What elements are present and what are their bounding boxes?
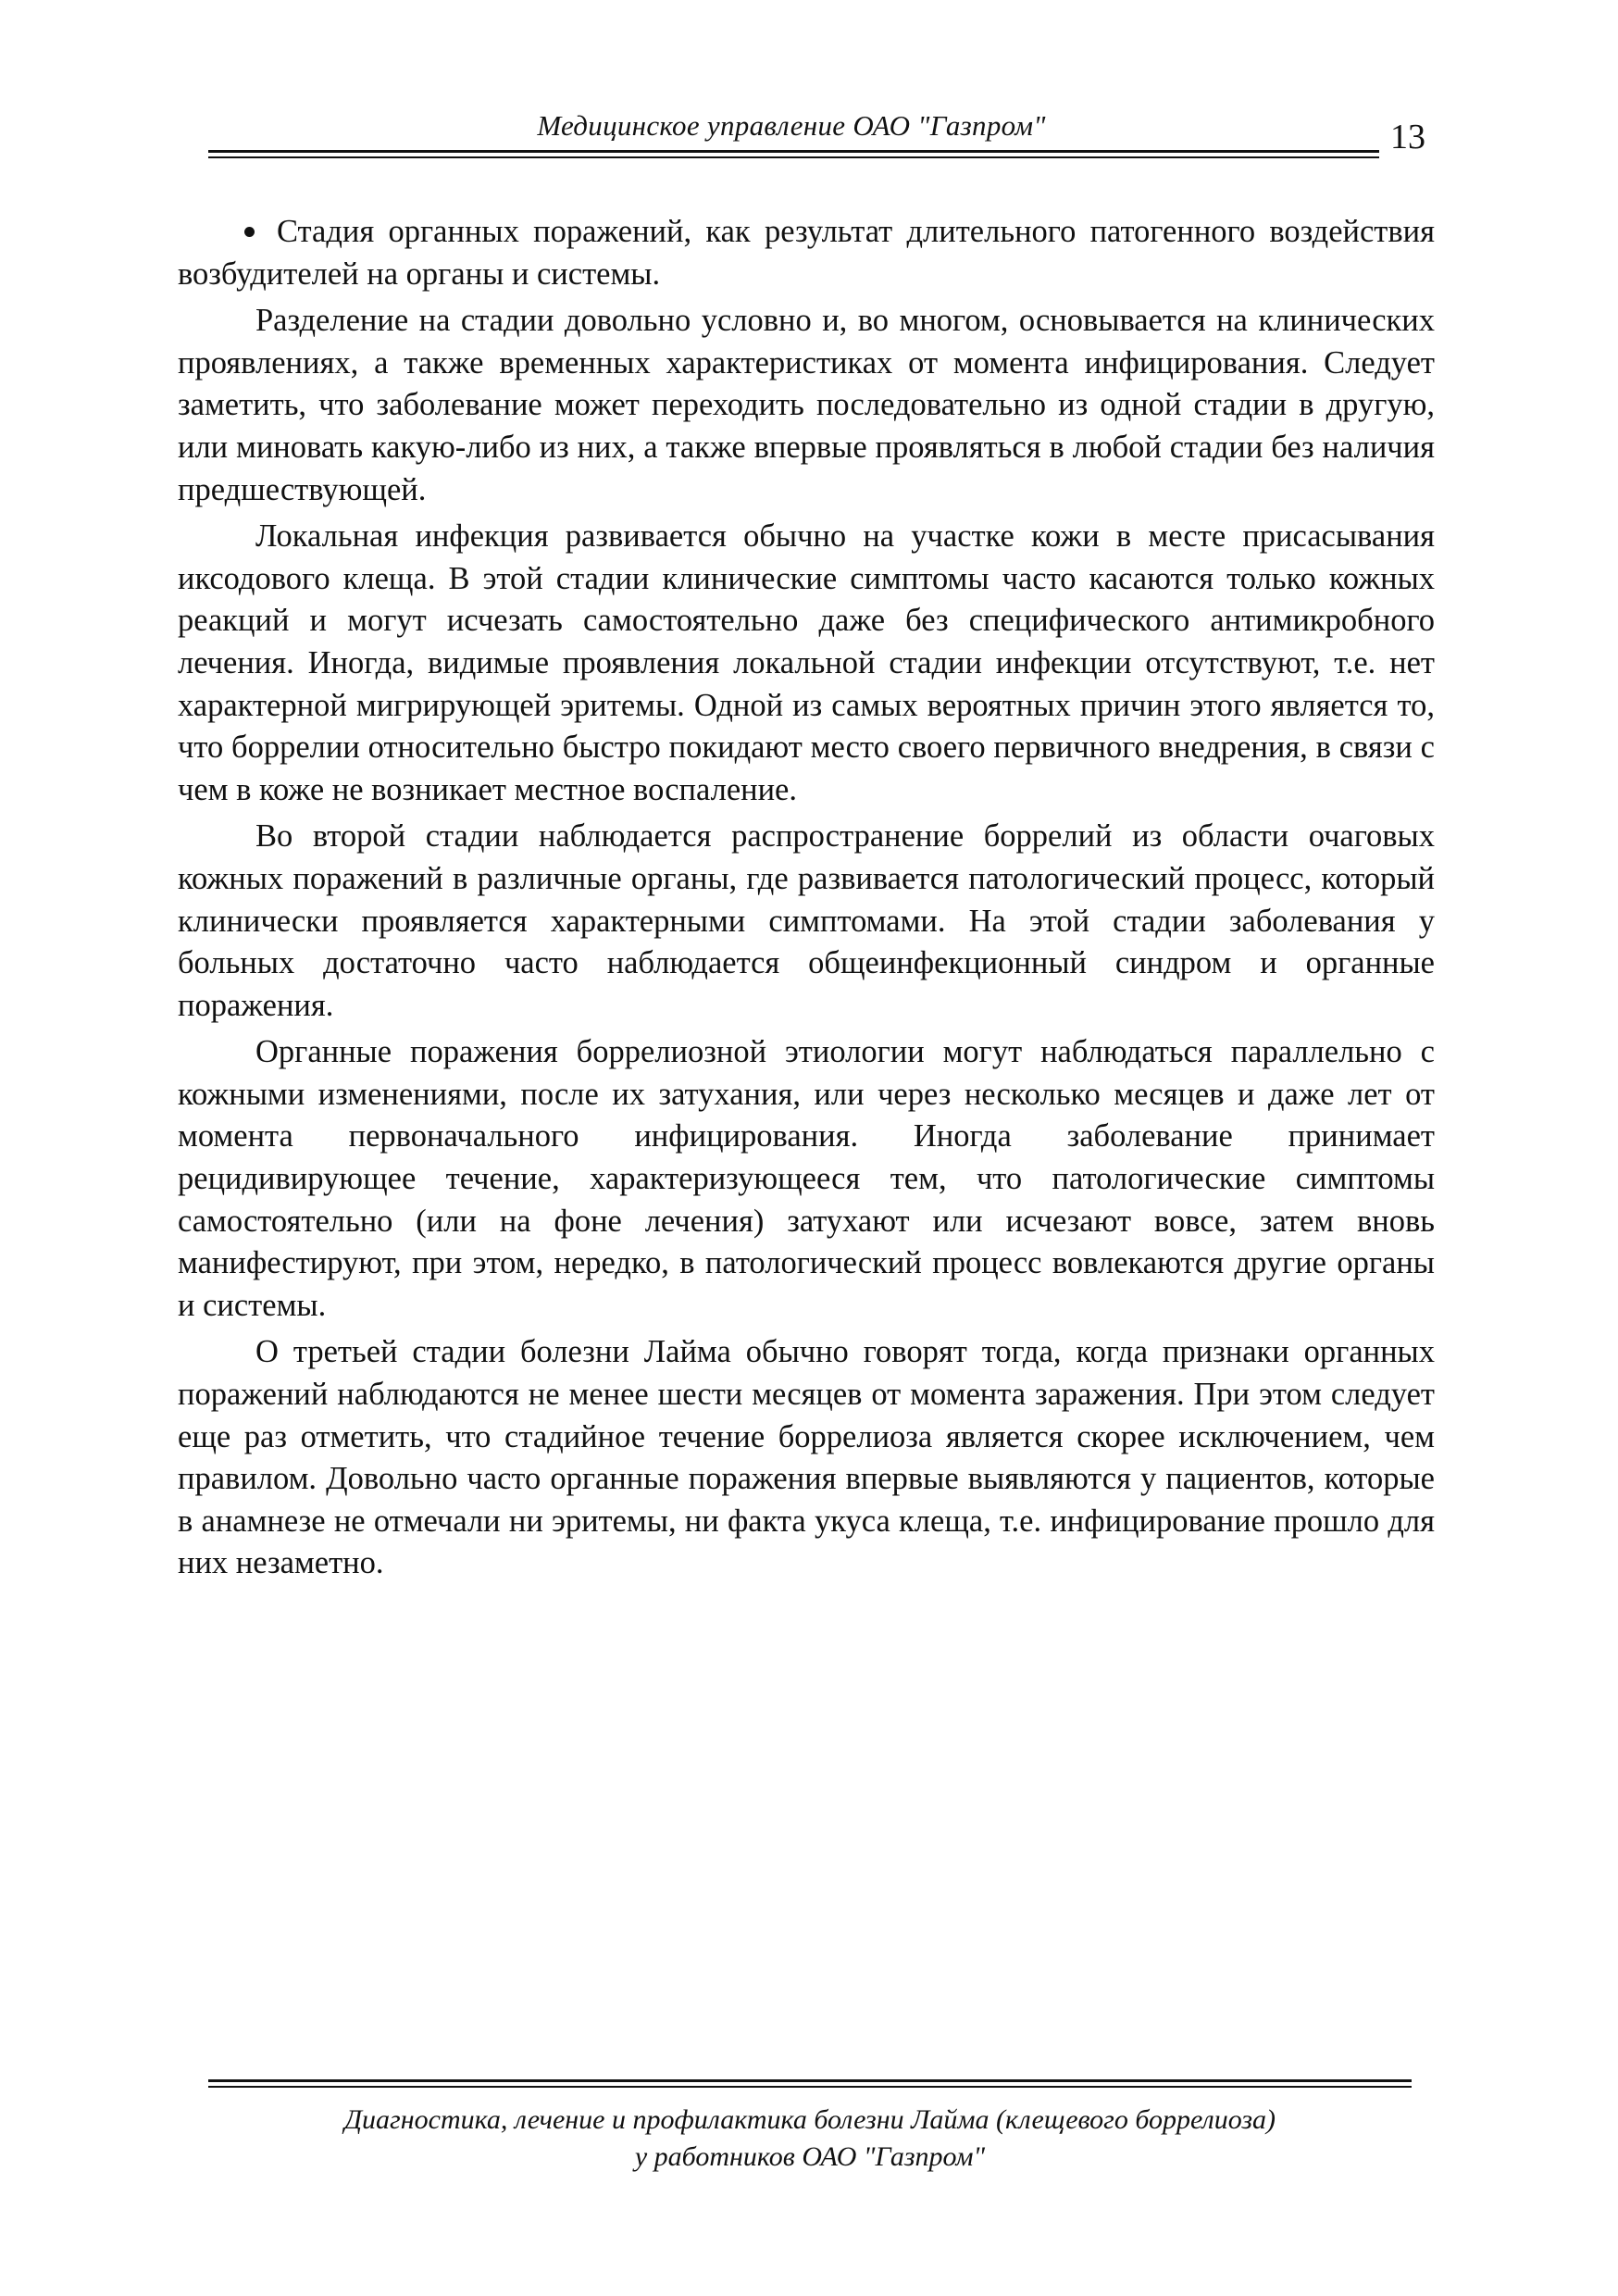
header-title: Медицинское управление ОАО "Газпром" (537, 109, 1046, 142)
footer-line-2: у работников ОАО "Газпром" (634, 2141, 986, 2172)
header-rule-thin (208, 156, 1379, 158)
running-footer (208, 2102, 1412, 2176)
paragraph: Разделение на стадии довольно условно и, во многом, основывается на клинических проявлениях, а также временных характеристиках от момента инфицирования. Следует заметить, что заболевание может переходить последовательно из одной стадии в другую, или миновать какую-либо из них, а также впервые проявляться в любой стадии без наличия предшествующей. (178, 303, 1435, 507)
bullet-icon (244, 227, 255, 237)
paragraph: О третьей стадии болезни Лайма обычно говорят тогда, когда признаки органных поражений наблюдаются не менее шести месяцев от момента заражения. При этом следует еще раз отметить, что стадийное течение боррелиоза является скорее исключением, чем правилом. Довольно часто органные поражения впервые выявляются у пациентов, которые в анамнезе не отмечали ни эритемы, ни факта укуса клеща, т.е. инфицирование прошло для них незаметно. (178, 1334, 1435, 1581)
footer-rule (208, 2079, 1412, 2082)
header-rule (208, 150, 1379, 153)
paragraph: Органные поражения боррелиозной этиологии могут наблюдаться параллельно с кожными изменениями, после их затухания, или через несколько месяцев и даже лет от момента первоначального инфицирования. Иногда заболевание принимает рецидивирующее течение, характеризующееся тем, что патологические симптомы самостоятельно (или на фоне лечения) затухают или исчезают вовсе, затем вновь манифестируют, при этом, нередко, в патологический процесс вовлекаются другие органы и системы. (178, 1034, 1435, 1323)
paragraph: Во второй стадии наблюдается распространение боррелий из области очаговых кожных поражений в различные органы, где развивается патологический процесс, который клинически проявляется характерными симптомами. На этой стадии заболевания у больных достаточно часто наблюдается общеинфекционный синдром и органные поражения. (178, 818, 1435, 1023)
bullet-text: Стадия органных поражений, как результат длительного патогенного воздействия возбудителей на органы и системы. (178, 214, 1435, 292)
footer-line-1: Диагностика, лечение и профилактика болезни Лайма (клещевого боррелиоза) (343, 2104, 1276, 2135)
bullet-paragraph (178, 211, 1435, 295)
body-text (178, 211, 1435, 1590)
paragraph: Локальная инфекция развивается обычно на участке кожи в месте присасывания иксодового клеща. В этой стадии клинические симптомы часто касаются только кожных реакций и могут исчезать самостоятельно даже без специфического антимикробного лечения. Иногда, видимые проявления локальной стадии инфекции отсутствуют, т.е. нет характерной мигрирующей эритемы. Одной из самых вероятных причин этого является то, что боррелии относительно быстро покидают место своего первичного внедрения, в связи с чем в коже не возникает местное воспаление. (178, 518, 1435, 807)
page-number: 13 (1390, 118, 1425, 156)
footer-rule-thin (208, 2086, 1412, 2088)
